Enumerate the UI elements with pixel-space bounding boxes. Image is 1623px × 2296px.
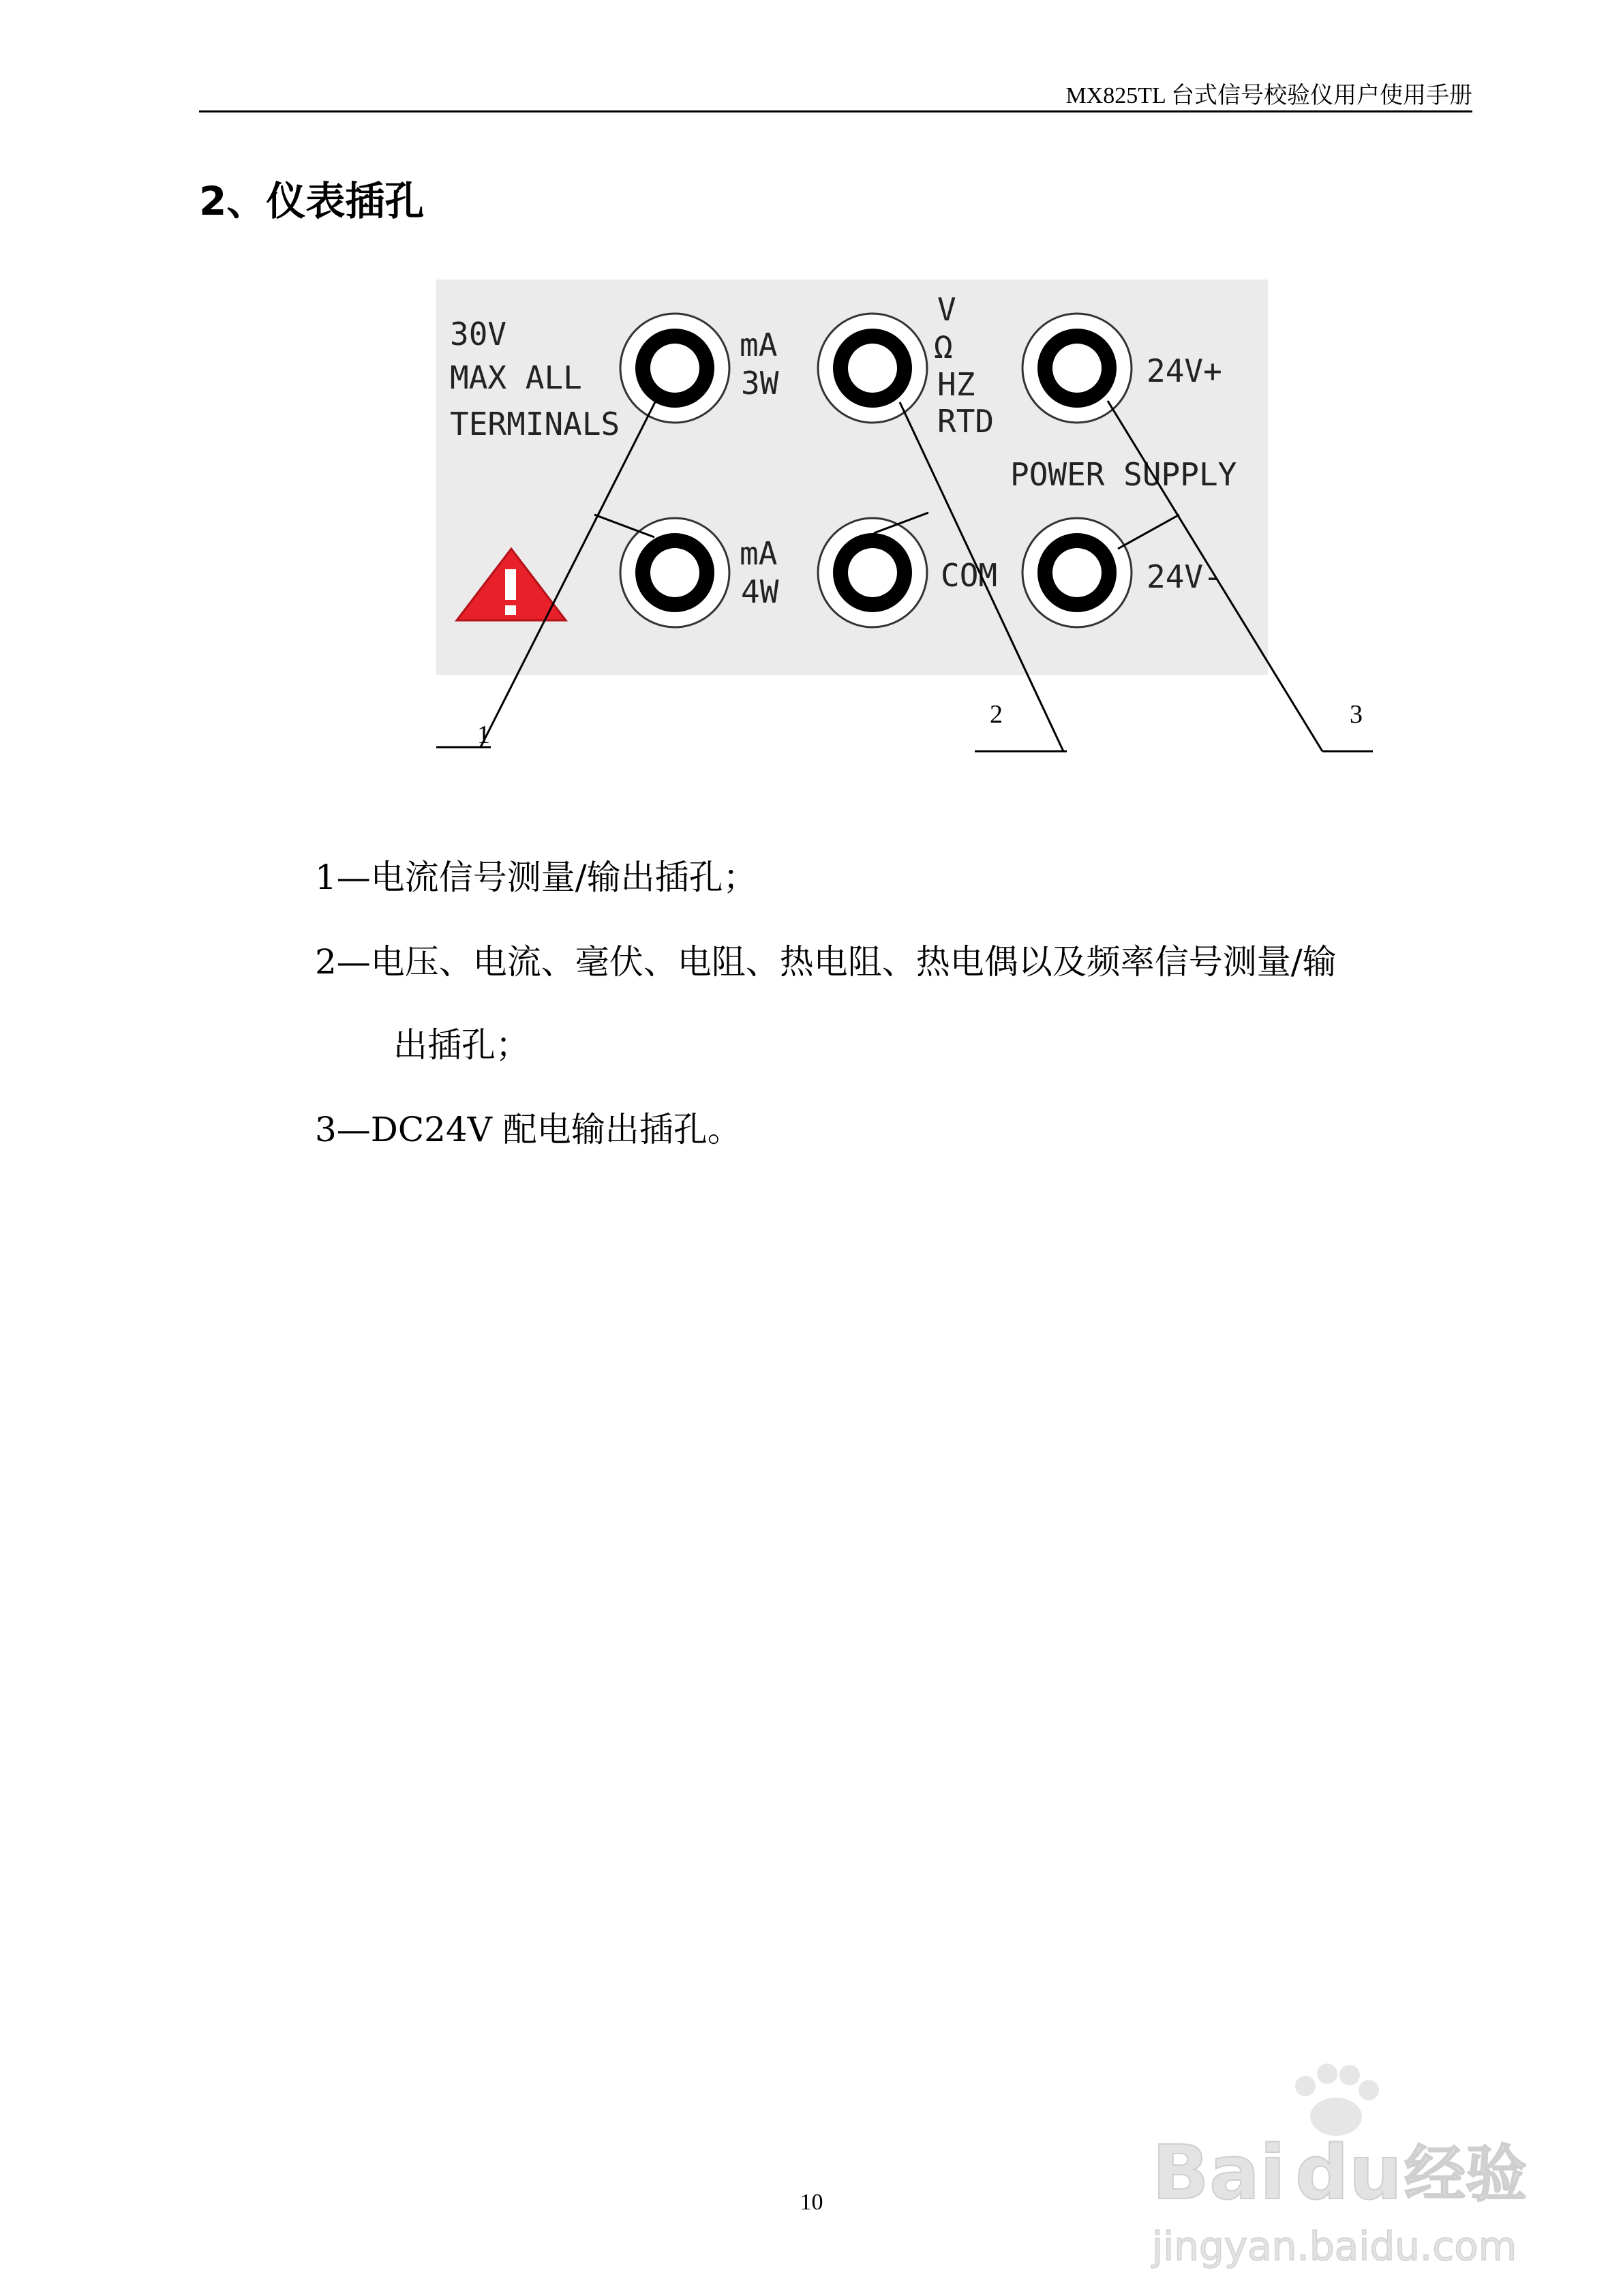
baidu-watermark xyxy=(1132,2052,1541,2277)
label-24v-minus: 24V- xyxy=(1147,558,1222,595)
header-title: MX825TL 台式信号校验仪用户使用手册 xyxy=(1065,83,1472,108)
label-24v-plus: 24V+ xyxy=(1147,352,1222,389)
jack-v-ohm-hz-rtd xyxy=(818,314,927,423)
header-rule xyxy=(199,110,1472,112)
label-ma-3w-1: mA xyxy=(740,327,778,363)
watermark-brand-tail: du xyxy=(1295,2129,1403,2216)
jack-com xyxy=(818,518,927,627)
label-ma-3w-2: 3W xyxy=(741,365,779,402)
jack-24v-plus xyxy=(1022,314,1132,423)
jack-24v-minus xyxy=(1022,518,1132,627)
watermark-url: jingyan.baidu.com xyxy=(1152,2223,1517,2269)
label-v: V xyxy=(937,291,956,328)
legend-item-2-line-2: 出插孔； xyxy=(393,1025,530,1065)
section-heading: 2、仪表插孔 xyxy=(199,178,425,224)
callout-2: 2 xyxy=(990,700,1003,729)
page-number: 10 xyxy=(800,2190,823,2215)
legend-item-2-line-1: 2—电压、电流、毫伏、电阻、热电阻、热电偶以及频率信号测量/输 xyxy=(315,942,1337,982)
callout-3: 3 xyxy=(1350,700,1363,729)
warning-line-3: TERMINALS xyxy=(450,406,620,442)
paw-icon xyxy=(1295,2064,1379,2136)
warning-line-2: MAX ALL xyxy=(450,359,582,396)
label-rtd: RTD xyxy=(937,403,995,440)
legend-item-1: 1—电流信号测量/输出插孔； xyxy=(315,858,757,897)
label-ohm: Ω xyxy=(934,329,953,365)
warning-line-1: 30V xyxy=(450,316,507,352)
legend-item-3: 3—DC24V 配电输出插孔。 xyxy=(315,1110,742,1149)
label-hz: HZ xyxy=(937,366,975,403)
jack-ma-3w xyxy=(620,314,729,423)
jack-ma-4w xyxy=(620,518,729,627)
watermark-cn: 经验 xyxy=(1404,2139,1527,2210)
label-com: COM xyxy=(941,557,998,594)
watermark-brand: Bai xyxy=(1152,2129,1286,2216)
label-ma-4w-1: mA xyxy=(740,535,778,572)
callout-1: 1 xyxy=(477,721,490,749)
label-ma-4w-2: 4W xyxy=(741,573,779,610)
terminal-diagram xyxy=(436,280,1384,757)
label-power-supply: POWER SUPPLY xyxy=(1010,456,1237,493)
